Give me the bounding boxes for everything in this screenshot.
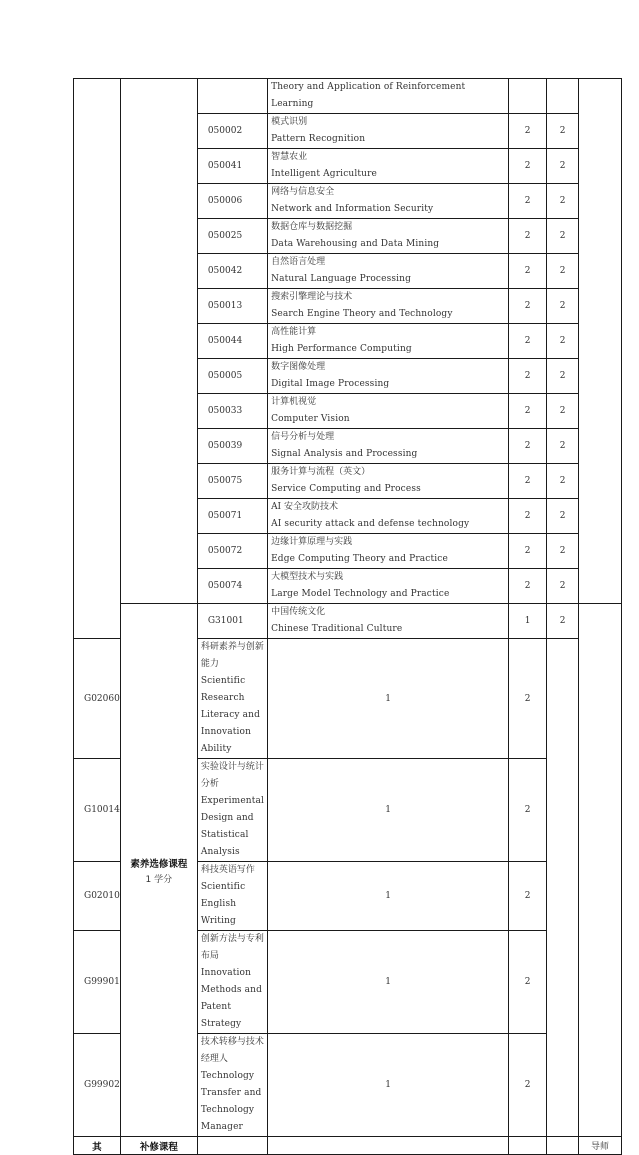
course-name bbox=[268, 464, 509, 499]
course-code-text: G10014 bbox=[84, 805, 120, 815]
course-name bbox=[197, 759, 267, 862]
course-credits-text: 2 bbox=[524, 977, 531, 987]
course-name-en: Large Model Technology and Practice bbox=[271, 589, 450, 599]
course-hours-text: 2 bbox=[524, 441, 531, 451]
course-code-text: 050044 bbox=[207, 336, 243, 346]
course-credits bbox=[509, 1034, 547, 1137]
course-code bbox=[197, 114, 267, 149]
table-row bbox=[74, 1137, 622, 1155]
course-credits bbox=[547, 464, 579, 499]
course-credits bbox=[547, 184, 579, 219]
course-name bbox=[197, 862, 267, 931]
course-credits bbox=[547, 289, 579, 324]
course-hours-text: 2 bbox=[524, 581, 531, 591]
course-credits-text: 2 bbox=[559, 441, 566, 451]
course-code bbox=[197, 324, 267, 359]
course-code-text: 050072 bbox=[207, 546, 243, 556]
course-name-en: Signal Analysis and Processing bbox=[271, 449, 418, 459]
course-hours-text: 2 bbox=[524, 266, 531, 276]
course-name-zh: 信号分析与处理 bbox=[271, 432, 335, 442]
course-code-text: 050042 bbox=[207, 266, 243, 276]
course-name bbox=[268, 289, 509, 324]
course-hours bbox=[509, 1137, 547, 1155]
course-name-zh: 创新方法与专利布局 bbox=[200, 934, 264, 961]
course-hours-text: 2 bbox=[524, 126, 531, 136]
course-name-zh: 科研素养与创新能力 bbox=[200, 642, 264, 669]
course-credits bbox=[547, 499, 579, 534]
course-code-text: 050071 bbox=[207, 511, 243, 521]
course-credits bbox=[547, 254, 579, 289]
category-title: 素养选修课程 bbox=[130, 858, 188, 870]
course-name-en: Technology Transfer and Technology Manager bbox=[200, 1071, 262, 1132]
course-hours-text: 2 bbox=[524, 476, 531, 486]
course-credits-text: 2 bbox=[559, 266, 566, 276]
course-credits-text: 2 bbox=[524, 693, 531, 704]
course-credits-text: 2 bbox=[559, 406, 566, 416]
course-name-en: Theory and Application of Reinforcement Learning bbox=[271, 82, 466, 109]
course-name bbox=[268, 569, 509, 604]
course-name-zh: 智慧农业 bbox=[271, 152, 308, 162]
course-code bbox=[74, 931, 121, 1034]
course-hours bbox=[509, 184, 547, 219]
course-hours bbox=[509, 534, 547, 569]
course-name-en: AI security attack and defense technology bbox=[271, 519, 470, 529]
course-code bbox=[197, 429, 267, 464]
course-name-zh: 高性能计算 bbox=[271, 327, 317, 337]
course-credits bbox=[547, 219, 579, 254]
course-hours bbox=[509, 289, 547, 324]
course-name bbox=[268, 184, 509, 219]
course-name-en: Natural Language Processing bbox=[271, 274, 412, 284]
course-credits-text: 2 bbox=[559, 511, 566, 521]
course-code-text: 050039 bbox=[207, 441, 243, 451]
course-name-zh: 网络与信息安全 bbox=[271, 187, 335, 197]
course-hours-text: 2 bbox=[524, 546, 531, 556]
course-credits-text: 2 bbox=[559, 161, 566, 171]
course-hours bbox=[509, 604, 547, 639]
course-name-zh: 自然语言处理 bbox=[271, 257, 326, 267]
course-name-en: Experimental Design and Statistical Analysis bbox=[200, 796, 265, 857]
course-name bbox=[197, 1034, 267, 1137]
course-name-en: Innovation Methods and Patent Strategy bbox=[200, 968, 263, 1029]
course-credits-text: 2 bbox=[559, 231, 566, 241]
course-hours-text: 2 bbox=[524, 371, 531, 381]
course-hours bbox=[268, 862, 509, 931]
course-name-en: High Performance Computing bbox=[271, 344, 412, 354]
note-col bbox=[579, 79, 622, 604]
course-code-text: 050075 bbox=[207, 476, 243, 486]
course-credits bbox=[547, 149, 579, 184]
note-text: 导师 bbox=[591, 1142, 610, 1152]
course-name bbox=[268, 254, 509, 289]
course-hours-text: 1 bbox=[385, 1080, 391, 1090]
course-name-zh: 技术转移与技术经理人 bbox=[200, 1037, 264, 1064]
course-hours-text: 2 bbox=[524, 196, 531, 206]
course-code-text: G31001 bbox=[207, 616, 244, 626]
course-credits bbox=[547, 79, 579, 114]
course-credits bbox=[547, 1137, 579, 1155]
other-label-text: 其 bbox=[92, 1141, 102, 1153]
course-hours bbox=[509, 359, 547, 394]
course-hours-text: 2 bbox=[524, 336, 531, 346]
course-hours bbox=[268, 1034, 509, 1137]
course-hours-text: 2 bbox=[524, 511, 531, 521]
course-hours-text: 1 bbox=[385, 805, 391, 815]
course-name-en: Edge Computing Theory and Practice bbox=[271, 554, 448, 564]
course-code bbox=[197, 499, 267, 534]
course-name-en: Service Computing and Process bbox=[271, 484, 421, 494]
course-name-zh: 搜索引擎理论与技术 bbox=[271, 292, 353, 302]
course-hours bbox=[509, 569, 547, 604]
course-hours bbox=[509, 499, 547, 534]
category-credit: 1 学分 bbox=[145, 874, 173, 885]
course-code-text: G02010 bbox=[84, 891, 120, 901]
category-col-a bbox=[74, 79, 121, 639]
note-col bbox=[579, 604, 622, 1137]
course-credits bbox=[547, 394, 579, 429]
course-hours-text: 1 bbox=[524, 616, 531, 626]
course-credits bbox=[509, 862, 547, 931]
course-code bbox=[74, 1034, 121, 1137]
course-name-en: Chinese Traditional Culture bbox=[271, 624, 403, 634]
course-credits bbox=[547, 604, 579, 639]
course-code-text: G02060 bbox=[84, 693, 120, 704]
course-hours bbox=[509, 114, 547, 149]
course-code bbox=[197, 79, 267, 114]
course-hours-text: 2 bbox=[524, 406, 531, 416]
course-credits-text: 2 bbox=[559, 126, 566, 136]
course-hours bbox=[509, 149, 547, 184]
course-table bbox=[73, 78, 622, 1155]
course-code-text: 050013 bbox=[207, 301, 243, 311]
course-name bbox=[268, 219, 509, 254]
course-name bbox=[268, 534, 509, 569]
course-credits bbox=[509, 639, 547, 759]
course-name-en: Pattern Recognition bbox=[271, 134, 366, 144]
course-name-zh: 科技英语写作 bbox=[200, 865, 255, 875]
course-name-en: Scientific English Writing bbox=[200, 882, 246, 926]
course-code-text: 050025 bbox=[207, 231, 243, 241]
course-code bbox=[197, 219, 267, 254]
course-credits bbox=[547, 114, 579, 149]
course-code bbox=[197, 149, 267, 184]
course-name bbox=[268, 499, 509, 534]
supplementary-label-text: 补修课程 bbox=[139, 1141, 178, 1153]
course-code bbox=[74, 759, 121, 862]
course-name-en: Intelligent Agriculture bbox=[271, 169, 378, 179]
course-name bbox=[268, 429, 509, 464]
course-hours bbox=[268, 931, 509, 1034]
course-name-zh: 边缘计算原理与实践 bbox=[271, 537, 353, 547]
course-name bbox=[268, 1137, 509, 1155]
course-code-text: 050074 bbox=[207, 581, 243, 591]
course-credits bbox=[547, 534, 579, 569]
course-credits bbox=[547, 359, 579, 394]
course-name-zh: 大模型技术与实践 bbox=[271, 572, 344, 582]
course-code bbox=[197, 254, 267, 289]
course-name-en: Data Warehousing and Data Mining bbox=[271, 239, 440, 249]
course-name bbox=[268, 79, 509, 114]
quality-category bbox=[120, 604, 197, 1137]
course-credits bbox=[547, 429, 579, 464]
course-credits-text: 2 bbox=[559, 196, 566, 206]
course-name-zh: AI 安全攻防技术 bbox=[271, 502, 338, 512]
course-credits-text: 2 bbox=[524, 891, 531, 901]
course-name bbox=[197, 639, 267, 759]
course-code bbox=[197, 184, 267, 219]
course-hours-text: 2 bbox=[524, 301, 531, 311]
course-name-zh: 数据仓库与数据挖掘 bbox=[271, 222, 353, 232]
table-row bbox=[74, 604, 622, 639]
course-name-zh: 数字图像处理 bbox=[271, 362, 326, 372]
course-code bbox=[197, 359, 267, 394]
course-hours bbox=[268, 759, 509, 862]
course-name bbox=[268, 324, 509, 359]
course-name-en: Digital Image Processing bbox=[271, 379, 390, 389]
course-name-en: Scientific Research Literacy and Innovation Ability bbox=[200, 676, 261, 754]
course-credits bbox=[547, 569, 579, 604]
course-name-en: Network and Information Security bbox=[271, 204, 434, 214]
course-name-zh: 计算机视觉 bbox=[271, 397, 317, 407]
course-code-text: 050005 bbox=[207, 371, 243, 381]
course-hours bbox=[509, 464, 547, 499]
course-hours-text: 1 bbox=[385, 977, 391, 987]
course-hours-text: 1 bbox=[385, 693, 391, 704]
course-hours bbox=[509, 394, 547, 429]
course-hours bbox=[268, 639, 509, 759]
course-code-text: G99902 bbox=[84, 1080, 120, 1090]
course-code bbox=[197, 464, 267, 499]
course-credits-text: 2 bbox=[524, 805, 531, 815]
course-name bbox=[268, 114, 509, 149]
course-credits bbox=[509, 931, 547, 1034]
course-credits-text: 2 bbox=[559, 581, 566, 591]
course-credits-text: 2 bbox=[559, 546, 566, 556]
course-hours bbox=[509, 254, 547, 289]
course-credits bbox=[547, 324, 579, 359]
course-credits-text: 2 bbox=[559, 371, 566, 381]
course-code bbox=[74, 639, 121, 759]
course-name bbox=[268, 149, 509, 184]
course-name bbox=[268, 394, 509, 429]
course-name bbox=[197, 931, 267, 1034]
course-name-zh: 实验设计与统计分析 bbox=[200, 762, 264, 789]
course-code bbox=[197, 394, 267, 429]
category-col-b bbox=[120, 79, 197, 604]
course-name bbox=[268, 604, 509, 639]
course-code bbox=[197, 1137, 267, 1155]
course-name-zh: 模式识别 bbox=[271, 117, 308, 127]
course-hours-text: 1 bbox=[385, 891, 391, 901]
course-credits-text: 2 bbox=[524, 1080, 531, 1090]
course-name-zh: 服务计算与流程（英文） bbox=[271, 467, 371, 477]
course-credits-text: 2 bbox=[559, 301, 566, 311]
course-hours bbox=[509, 79, 547, 114]
course-hours-text: 2 bbox=[524, 231, 531, 241]
course-credits-text: 2 bbox=[559, 476, 566, 486]
course-name bbox=[268, 359, 509, 394]
course-code bbox=[74, 862, 121, 931]
supplementary-label bbox=[120, 1137, 197, 1155]
course-code-text: 050041 bbox=[207, 161, 243, 171]
course-code-text: 050006 bbox=[207, 196, 243, 206]
other-label bbox=[74, 1137, 121, 1155]
course-code bbox=[197, 289, 267, 324]
course-code bbox=[197, 534, 267, 569]
course-hours bbox=[509, 429, 547, 464]
course-credits-text: 2 bbox=[559, 616, 566, 626]
table-row bbox=[74, 79, 622, 114]
course-credits bbox=[509, 759, 547, 862]
course-credits-text: 2 bbox=[559, 336, 566, 346]
course-code-text: 050033 bbox=[207, 406, 243, 416]
course-code bbox=[197, 604, 267, 639]
course-hours bbox=[509, 219, 547, 254]
course-name-zh: 中国传统文化 bbox=[271, 607, 326, 617]
course-name-en: Search Engine Theory and Technology bbox=[271, 309, 453, 319]
course-name-en: Computer Vision bbox=[271, 414, 350, 424]
course-code bbox=[197, 569, 267, 604]
course-hours bbox=[509, 324, 547, 359]
course-code-text: 050002 bbox=[207, 126, 243, 136]
course-code-text: G99901 bbox=[84, 977, 120, 987]
note-col bbox=[579, 1137, 622, 1155]
course-hours-text: 2 bbox=[524, 161, 531, 171]
